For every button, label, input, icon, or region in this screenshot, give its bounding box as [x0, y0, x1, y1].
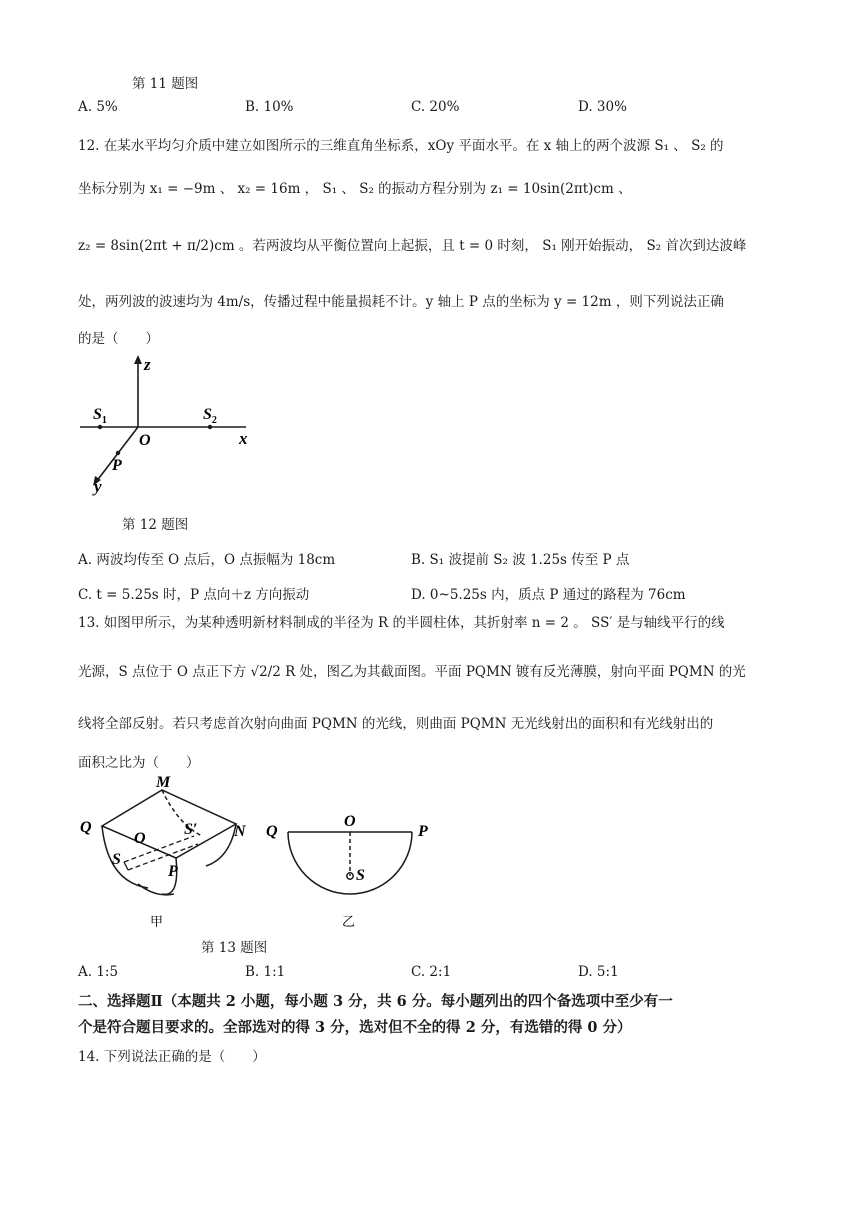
q12-stem-line-1: 12. 在某水平均匀介质中建立如图所示的三维直角坐标系，xOy 平面水平。在 x 轴上的两个波源 S₁ 、 S₂ 的: [78, 138, 724, 154]
q13-stem-line-1: 13. 如图甲所示，为某种透明新材料制成的半径为 R 的半圆柱体，其折射率 n = 2 。 SS′ 是与轴线平行的线: [78, 615, 725, 631]
m-label: M: [156, 776, 171, 791]
q12-option-b: B. S₁ 波提前 S₂ 波 1.25s 传至 P 点: [411, 552, 630, 568]
p-label: P: [418, 823, 428, 840]
q-label: Q: [80, 819, 92, 836]
q11-option-c: C. 20%: [411, 99, 460, 115]
q13-option-a: A. 1:5: [78, 964, 119, 980]
q11-figure-caption: 第 11 题图: [132, 76, 199, 92]
p-label: P: [112, 457, 122, 474]
q12-figure-caption: 第 12 题图: [122, 517, 189, 533]
s-prime-label: S′: [184, 821, 198, 838]
q12-axes-figure: [70, 350, 270, 500]
q13-stem-line-3: 线将全部反射。若只考虑首次射向曲面 PQMN 的光线，则曲面 PQMN 无光线射出的面积和有光线射出的: [78, 716, 714, 732]
q12-stem-line-2: 坐标分别为 x₁ = −9m 、 x₂ = 16m ， S₁ 、 S₂ 的振动方程分别为 z₁ = 10sin(2πt)cm 、: [78, 181, 632, 197]
q13-figure-b: [262, 806, 442, 934]
z-axis-arrow-icon: [134, 355, 142, 364]
figure-b-label: 乙: [342, 914, 356, 929]
q13-option-d: D. 5:1: [578, 964, 619, 980]
q12-option-c: C. t = 5.25s 时，P 点向＋z 方向振动: [78, 587, 310, 603]
q12-option-a: A. 两波均传至 O 点后，O 点振幅为 18cm: [78, 552, 336, 568]
p-label: P: [168, 863, 178, 880]
q12-stem-line-4: 处，两列波的波速均为 4m/s，传播过程中能量损耗不计。y 轴上 P 点的坐标为 y = 12m ，则下列说法正确: [78, 294, 724, 310]
figure-a-label: 甲: [150, 914, 164, 929]
q13-stem-line-2: 光源，S 点位于 O 点正下方 √2/2 R 处，图乙为其截面图。平面 PQMN 镀有反光薄膜，射向平面 PQMN 的光: [78, 664, 746, 680]
z-axis-label: z: [144, 355, 151, 374]
p-point: [116, 451, 120, 455]
x-axis-label: x: [239, 429, 248, 448]
q13-stem-line-4: 面积之比为（ ）: [78, 755, 200, 771]
q11-option-d: D. 30%: [578, 99, 627, 115]
origin-label: O: [139, 432, 151, 449]
q12-stem-line-3: z₂ = 8sin(2πt + π/2)cm 。若两波均从平衡位置向上起振，且 t = 0 时刻， S₁ 刚开始振动， S₂ 首次到达波峰: [78, 238, 747, 254]
q13-figure-caption: 第 13 题图: [201, 940, 268, 956]
section-2-heading-line-1: 二、选择题Ⅱ（本题共 2 小题，每小题 3 分，共 6 分。每小题列出的四个备选项中至少有一: [78, 993, 673, 1010]
y-axis-label: y: [94, 477, 102, 496]
section-2-heading-line-2: 个是符合题目要求的。全部选对的得 3 分，选对但不全的得 2 分，有选错的得 0 分）: [78, 1019, 632, 1036]
o-label: O: [134, 830, 146, 847]
n-label: N: [234, 823, 246, 840]
s1-label: $S_1$: [93, 406, 107, 426]
s-label: S: [356, 867, 365, 884]
q-label: Q: [266, 823, 278, 840]
q12-option-d: D. 0~5.25s 内，质点 P 通过的路程为 76cm: [411, 587, 686, 603]
q13-figure-a: [78, 776, 258, 932]
q13-option-b: B. 1:1: [245, 964, 286, 980]
q14-stem-line-1: 14. 下列说法正确的是（ ）: [78, 1049, 266, 1065]
q11-option-a: A. 5%: [78, 99, 118, 115]
q13-option-c: C. 2:1: [411, 964, 452, 980]
s-label: S: [112, 851, 121, 868]
s2-label: $S_2$: [203, 406, 217, 426]
q11-option-b: B. 10%: [245, 99, 294, 115]
o-label: O: [344, 813, 356, 830]
q12-stem-line-5: 的是（ ）: [78, 331, 159, 347]
